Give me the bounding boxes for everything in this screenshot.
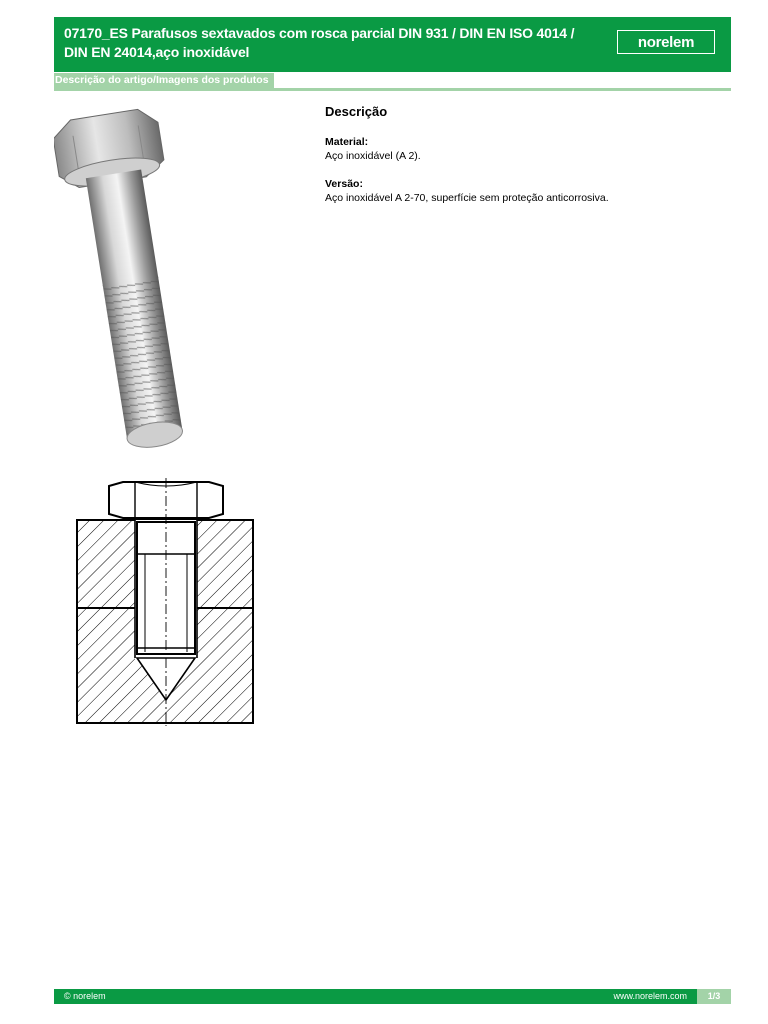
description-section bbox=[325, 104, 725, 219]
page-number: 1/3 bbox=[697, 989, 731, 1004]
page-title-line-1: 07170_ES Parafusos sextavados com rosca parcial DIN 931 / DIN EN ISO 4014 / bbox=[64, 25, 575, 41]
bolt-photo bbox=[54, 108, 214, 458]
subheader-divider bbox=[54, 88, 731, 91]
footer-copyright: © norelem bbox=[64, 991, 106, 1001]
bolt-technical-drawing bbox=[75, 478, 255, 728]
page-footer bbox=[54, 989, 731, 1004]
page-title bbox=[64, 24, 584, 62]
subheader-label: Descrição do artigo/Imagens dos produtos bbox=[54, 73, 274, 88]
footer-website-link[interactable]: www.norelem.com bbox=[613, 991, 687, 1001]
material-value: Aço inoxidável (A 2). bbox=[325, 150, 421, 162]
material-label: Material: bbox=[325, 136, 369, 148]
norelem-logo bbox=[617, 30, 715, 54]
page-header bbox=[54, 17, 731, 72]
version-label: Versão: bbox=[325, 178, 363, 190]
version-value: Aço inoxidável A 2-70, superfície sem proteção anticorrosiva. bbox=[325, 192, 609, 204]
page-title-line-2: DIN EN 24014,aço inoxidável bbox=[64, 44, 250, 60]
section-subheader bbox=[54, 73, 731, 92]
description-title: Descrição bbox=[325, 104, 388, 119]
logo-text: norelem bbox=[637, 33, 695, 51]
